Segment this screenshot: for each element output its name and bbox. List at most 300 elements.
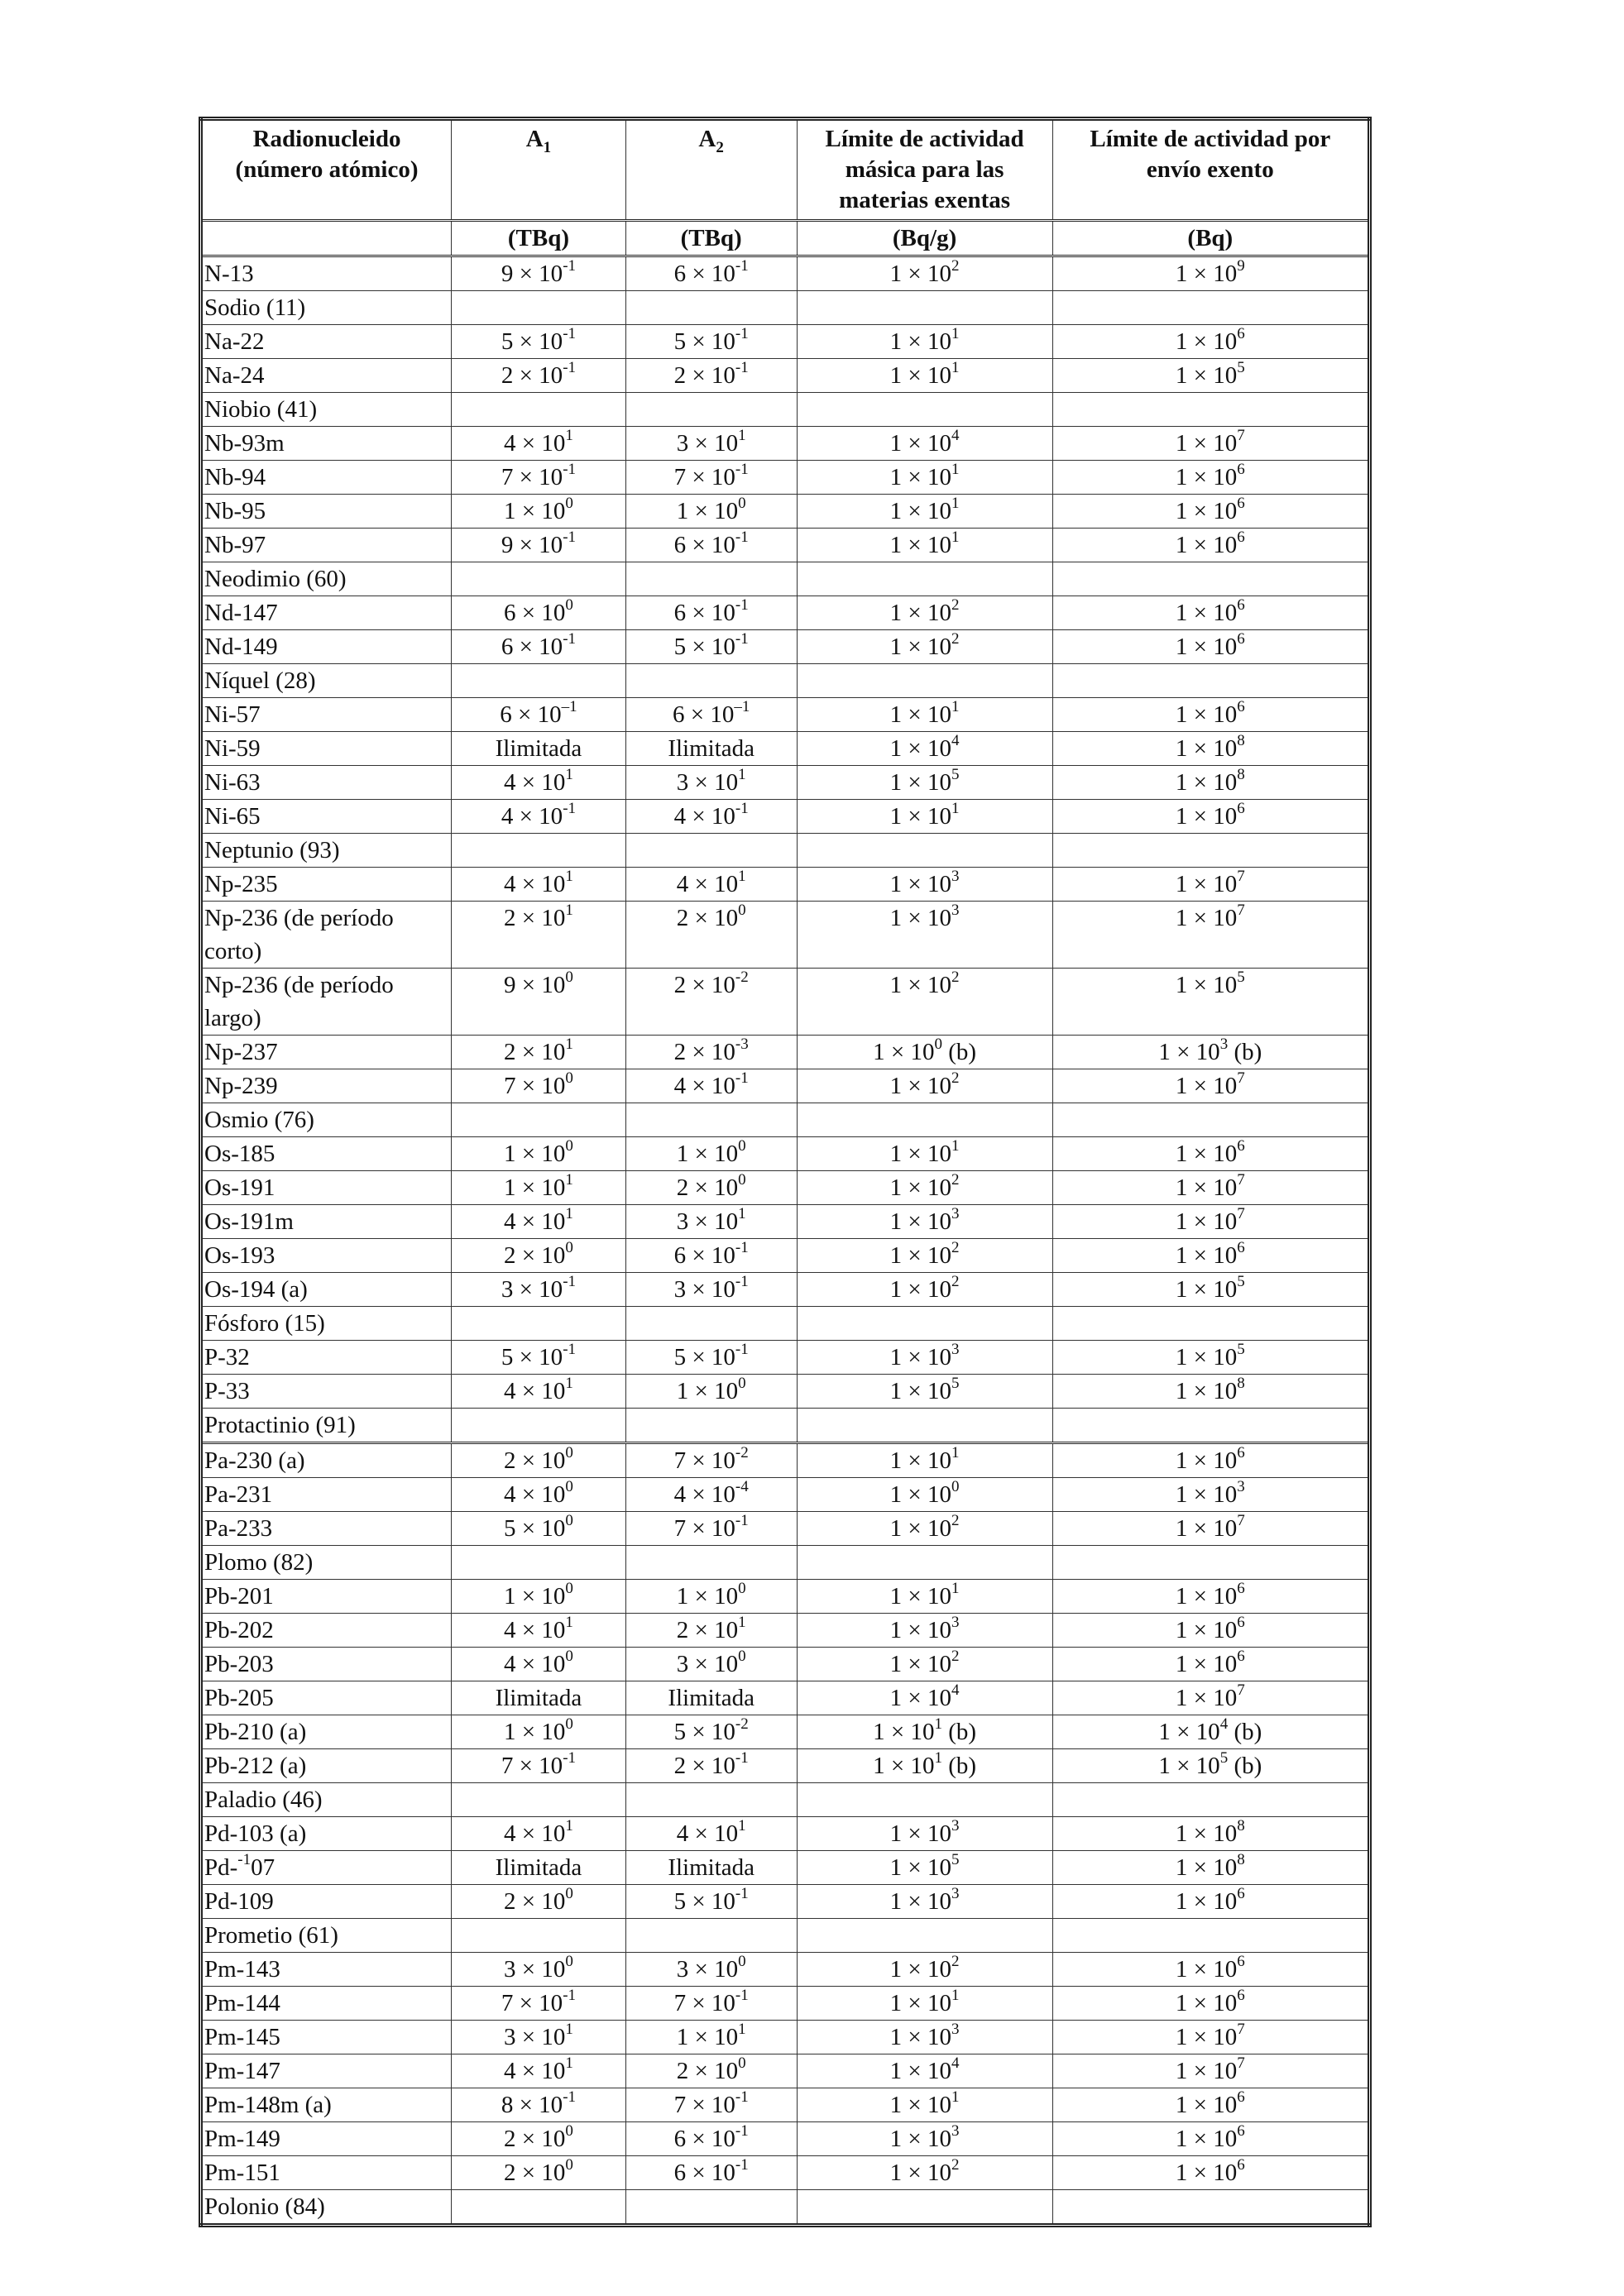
cell-lim2: $1 \times 10^3$ (b): [1052, 1036, 1369, 1069]
cell-a2: $2 \times 10^{-3}$: [625, 1036, 797, 1069]
table-row: [201, 1715, 1370, 1749]
table-row: [201, 969, 1370, 1036]
cell-lim2: $1 \times 10^6$: [1052, 1239, 1369, 1273]
cell-a1: [452, 393, 626, 427]
table-row: [201, 766, 1370, 800]
nuclide-name: Ni-63: [201, 766, 452, 800]
table-row: [201, 2054, 1370, 2088]
cell-a2: $1 \times 10^1$: [625, 2021, 797, 2054]
cell-lim1: [797, 562, 1052, 596]
cell-a1: $4 \times 10^0$: [452, 1478, 626, 1512]
cell-lim2: $1 \times 10^6$: [1052, 495, 1369, 529]
cell-a2: $2 \times 10^0$: [625, 2054, 797, 2088]
cell-a2: $3 \times 10^1$: [625, 427, 797, 461]
cell-a1: $3 \times 10^0$: [452, 1953, 626, 1987]
cell-lim2: $1 \times 10^6$: [1052, 1614, 1369, 1648]
cell-a1: $8 \times 10^{-1}$: [452, 2088, 626, 2122]
nuclide-name: P-32: [201, 1341, 452, 1375]
table-row: [201, 1036, 1370, 1069]
cell-a2: $7 \times 10^{-1}$: [625, 1512, 797, 1546]
nuclide-name: Os-193: [201, 1239, 452, 1273]
unit-cell-mass-limit: (Bq/g): [797, 221, 1052, 256]
cell-lim2: $1 \times 10^3$: [1052, 1478, 1369, 1512]
element-group-label: Sodio (11): [201, 291, 452, 325]
cell-a2: [625, 562, 797, 596]
cell-a2: $4 \times 10^{-1}$: [625, 800, 797, 834]
cell-a1: $5 \times 10^0$: [452, 1512, 626, 1546]
cell-a2: Ilimitada: [625, 1681, 797, 1715]
cell-lim2: $1 \times 10^6$: [1052, 630, 1369, 664]
cell-a1: $5 \times 10^{-1}$: [452, 1341, 626, 1375]
cell-lim1: [797, 2190, 1052, 2226]
cell-lim2: $1 \times 10^7$: [1052, 1171, 1369, 1205]
cell-a1: $2 \times 10^{-1}$: [452, 359, 626, 393]
cell-a1: $1 \times 10^0$: [452, 495, 626, 529]
unit-cell-name: [201, 221, 452, 256]
cell-a2: Ilimitada: [625, 1851, 797, 1885]
cell-lim1: $1 \times 10^2$: [797, 1648, 1052, 1681]
table-row: [201, 1137, 1370, 1171]
cell-lim2: $1 \times 10^9$: [1052, 256, 1369, 291]
cell-a1: $4 \times 10^0$: [452, 1648, 626, 1681]
table-row: [201, 698, 1370, 732]
cell-a2: $7 \times 10^{-2}$: [625, 1443, 797, 1478]
cell-lim1: $1 \times 10^1$ (b): [797, 1715, 1052, 1749]
table-row: [201, 325, 1370, 359]
cell-lim2: $1 \times 10^8$: [1052, 1851, 1369, 1885]
header-shipment-limit: [1052, 119, 1369, 221]
cell-lim1: $1 \times 10^0$: [797, 1478, 1052, 1512]
cell-a1: $2 \times 10^0$: [452, 2156, 626, 2190]
cell-lim2: [1052, 562, 1369, 596]
cell-lim1: $1 \times 10^3$: [797, 1817, 1052, 1851]
cell-lim1: [797, 393, 1052, 427]
cell-lim2: $1 \times 10^7$: [1052, 2021, 1369, 2054]
nuclide-name: Nb-97: [201, 529, 452, 562]
cell-lim2: $1 \times 10^5$: [1052, 1273, 1369, 1307]
cell-lim2: [1052, 1919, 1369, 1953]
cell-lim2: $1 \times 10^5$: [1052, 1341, 1369, 1375]
nuclide-name: Pb-201: [201, 1580, 452, 1614]
nuclide-name: Pm-147: [201, 2054, 452, 2088]
cell-a1: Ilimitada: [452, 732, 626, 766]
cell-a2: $6 \times 10^{-1}$: [625, 256, 797, 291]
cell-a1: $2 \times 10^0$: [452, 1885, 626, 1919]
cell-lim2: $1 \times 10^5$: [1052, 969, 1369, 1036]
header-a1-letter: A: [525, 126, 544, 152]
cell-a2: $7 \times 10^{-1}$: [625, 461, 797, 495]
radionuclide-table: [199, 117, 1372, 2227]
cell-lim2: $1 \times 10^5$ (b): [1052, 1749, 1369, 1783]
cell-lim2: $1 \times 10^6$: [1052, 596, 1369, 630]
cell-lim1: $1 \times 10^3$: [797, 2122, 1052, 2156]
unit-cell-a2: (TBq): [625, 221, 797, 256]
nuclide-name: Pm-145: [201, 2021, 452, 2054]
header-a2: [625, 119, 797, 221]
header-a2-letter: A: [698, 126, 716, 152]
header-row: [201, 119, 1370, 221]
table-row: [201, 1681, 1370, 1715]
table-row: [201, 1885, 1370, 1919]
cell-lim1: [797, 1546, 1052, 1580]
cell-lim2: $1 \times 10^8$: [1052, 732, 1369, 766]
group-row: [201, 393, 1370, 427]
group-row: [201, 1409, 1370, 1443]
header-mass-limit-line3: materias exentas: [839, 187, 1011, 213]
nuclide-name: Os-194 (a): [201, 1273, 452, 1307]
cell-lim1: [797, 1783, 1052, 1817]
cell-a2: $2 \times 10^0$: [625, 1171, 797, 1205]
cell-lim1: [797, 1307, 1052, 1341]
cell-a1: [452, 1103, 626, 1137]
nuclide-name: Pb-203: [201, 1648, 452, 1681]
cell-lim1: $1 \times 10^4$: [797, 732, 1052, 766]
cell-lim1: $1 \times 10^2$: [797, 1239, 1052, 1273]
cell-lim1: $1 \times 10^1$: [797, 495, 1052, 529]
cell-a1: $4 \times 10^1$: [452, 1375, 626, 1409]
table-row: [201, 630, 1370, 664]
element-group-label: Protactinio (91): [201, 1409, 452, 1443]
cell-a2: $7 \times 10^{-1}$: [625, 2088, 797, 2122]
cell-a2: [625, 1546, 797, 1580]
cell-lim1: [797, 664, 1052, 698]
header-shipment-limit-line1: Límite de actividad por: [1090, 126, 1331, 152]
nuclide-name: Pm-148m (a): [201, 2088, 452, 2122]
group-row: [201, 1546, 1370, 1580]
cell-lim2: [1052, 1783, 1369, 1817]
nuclide-name: Pb-202: [201, 1614, 452, 1648]
table-row: [201, 732, 1370, 766]
cell-a2: [625, 1307, 797, 1341]
nuclide-name: Np-235: [201, 868, 452, 902]
cell-lim1: $1 \times 10^2$: [797, 2156, 1052, 2190]
nuclide-name: Np-239: [201, 1069, 452, 1103]
cell-lim1: $1 \times 10^1$: [797, 325, 1052, 359]
cell-a1: [452, 1783, 626, 1817]
cell-a2: $4 \times 10^{-1}$: [625, 1069, 797, 1103]
group-row: [201, 1783, 1370, 1817]
nuclide-name: Na-24: [201, 359, 452, 393]
cell-lim2: $1 \times 10^6$: [1052, 1580, 1369, 1614]
table-row: [201, 1580, 1370, 1614]
header-radionucleido-line2: (número atómico): [235, 156, 419, 183]
cell-a2: [625, 1919, 797, 1953]
cell-a1: $3 \times 10^{-1}$: [452, 1273, 626, 1307]
element-group-label: Prometio (61): [201, 1919, 452, 1953]
cell-a2: $6 \times 10^{-1}$: [625, 698, 797, 732]
unit-cell-a1: (TBq): [452, 221, 626, 256]
cell-a1: $7 \times 10^0$: [452, 1069, 626, 1103]
table-row: [201, 427, 1370, 461]
cell-lim1: $1 \times 10^1$: [797, 1137, 1052, 1171]
cell-a2: $5 \times 10^{-1}$: [625, 630, 797, 664]
cell-a1: $7 \times 10^{-1}$: [452, 1749, 626, 1783]
cell-lim2: [1052, 664, 1369, 698]
nuclide-name: Pd-103 (a): [201, 1817, 452, 1851]
cell-lim1: $1 \times 10^2$: [797, 1069, 1052, 1103]
table-row: [201, 1987, 1370, 2021]
cell-a2: $6 \times 10^{-1}$: [625, 529, 797, 562]
table-row: [201, 1239, 1370, 1273]
nuclide-name: Np-237: [201, 1036, 452, 1069]
cell-lim2: $1 \times 10^7$: [1052, 1681, 1369, 1715]
header-mass-limit: [797, 119, 1052, 221]
cell-a2: $3 \times 10^0$: [625, 1953, 797, 1987]
cell-a1: $4 \times 10^1$: [452, 2054, 626, 2088]
nuclide-name: Os-191: [201, 1171, 452, 1205]
element-group-label: Plomo (82): [201, 1546, 452, 1580]
cell-lim1: $1 \times 10^1$: [797, 359, 1052, 393]
cell-lim1: $1 \times 10^3$: [797, 1614, 1052, 1648]
table-row: [201, 1953, 1370, 1987]
cell-lim2: $1 \times 10^7$: [1052, 2054, 1369, 2088]
element-group-label: Paladio (46): [201, 1783, 452, 1817]
cell-a2: [625, 664, 797, 698]
cell-lim1: $1 \times 10^3$: [797, 2021, 1052, 2054]
cell-a1: $4 \times 10^1$: [452, 766, 626, 800]
cell-lim1: $1 \times 10^3$: [797, 868, 1052, 902]
cell-a2: $4 \times 10^1$: [625, 1817, 797, 1851]
cell-a1: $4 \times 10^1$: [452, 868, 626, 902]
cell-lim2: $1 \times 10^8$: [1052, 766, 1369, 800]
table-row: [201, 2156, 1370, 2190]
cell-a2: $2 \times 10^{-2}$: [625, 969, 797, 1036]
table-row: [201, 2122, 1370, 2156]
cell-a2: $6 \times 10^{-1}$: [625, 2156, 797, 2190]
cell-lim2: [1052, 2190, 1369, 2226]
cell-a2: $3 \times 10^0$: [625, 1648, 797, 1681]
cell-a1: $5 \times 10^{-1}$: [452, 325, 626, 359]
cell-lim2: $1 \times 10^7$: [1052, 902, 1369, 969]
cell-lim1: $1 \times 10^2$: [797, 596, 1052, 630]
table-row: [201, 1512, 1370, 1546]
cell-a2: [625, 1783, 797, 1817]
element-group-label: Niobio (41): [201, 393, 452, 427]
table-row: [201, 800, 1370, 834]
header-a2-sub: 2: [716, 138, 724, 156]
cell-lim2: $1 \times 10^7$: [1052, 1205, 1369, 1239]
cell-lim1: $1 \times 10^1$: [797, 800, 1052, 834]
cell-a2: $4 \times 10^{-4}$: [625, 1478, 797, 1512]
table-row: [201, 1341, 1370, 1375]
cell-lim1: [797, 1409, 1052, 1443]
cell-a1: $4 \times 10^1$: [452, 427, 626, 461]
nuclide-name: Np-236 (de período largo): [201, 969, 452, 1036]
nuclide-name: N-13: [201, 256, 452, 291]
cell-lim1: [797, 1919, 1052, 1953]
table-row: [201, 596, 1370, 630]
cell-lim1: $1 \times 10^1$: [797, 461, 1052, 495]
cell-lim1: [797, 834, 1052, 868]
nuclide-name: Pm-151: [201, 2156, 452, 2190]
table-row: [201, 2088, 1370, 2122]
element-group-label: Níquel (28): [201, 664, 452, 698]
cell-lim2: $1 \times 10^6$: [1052, 1137, 1369, 1171]
cell-a1: $6 \times 10^{-1}$: [452, 630, 626, 664]
group-row: [201, 1919, 1370, 1953]
cell-a1: [452, 1546, 626, 1580]
nuclide-name: Pm-143: [201, 1953, 452, 1987]
cell-a2: [625, 393, 797, 427]
units-row: [201, 221, 1370, 256]
cell-lim1: $1 \times 10^1$: [797, 698, 1052, 732]
cell-lim1: $1 \times 10^2$: [797, 1273, 1052, 1307]
cell-a1: $2 \times 10^1$: [452, 1036, 626, 1069]
cell-lim1: $1 \times 10^1$: [797, 1443, 1052, 1478]
nuclide-name: Os-191m: [201, 1205, 452, 1239]
nuclide-name: Nd-147: [201, 596, 452, 630]
cell-a2: $2 \times 10^{-1}$: [625, 1749, 797, 1783]
cell-a1: Ilimitada: [452, 1681, 626, 1715]
cell-lim1: $1 \times 10^3$: [797, 1205, 1052, 1239]
nuclide-name: Pa-230 (a): [201, 1443, 452, 1478]
cell-lim2: $1 \times 10^7$: [1052, 1512, 1369, 1546]
cell-lim2: $1 \times 10^4$ (b): [1052, 1715, 1369, 1749]
nuclide-name: Ni-57: [201, 698, 452, 732]
cell-a1: $2 \times 10^0$: [452, 1443, 626, 1478]
nuclide-name: Os-185: [201, 1137, 452, 1171]
cell-a2: [625, 2190, 797, 2226]
cell-lim1: $1 \times 10^3$: [797, 1885, 1052, 1919]
nuclide-name: Pd-$^{-1}$07: [201, 1851, 452, 1885]
cell-a2: $5 \times 10^{-1}$: [625, 1341, 797, 1375]
cell-a1: $9 \times 10^{-1}$: [452, 529, 626, 562]
cell-a2: $3 \times 10^1$: [625, 766, 797, 800]
cell-lim1: $1 \times 10^1$ (b): [797, 1749, 1052, 1783]
cell-lim1: $1 \times 10^3$: [797, 1341, 1052, 1375]
nuclide-name: Na-22: [201, 325, 452, 359]
cell-lim2: $1 \times 10^6$: [1052, 698, 1369, 732]
table-row: [201, 1171, 1370, 1205]
cell-a1: $2 \times 10^0$: [452, 1239, 626, 1273]
header-radionucleido-line1: Radionucleido: [252, 126, 401, 152]
cell-lim2: $1 \times 10^6$: [1052, 1987, 1369, 2021]
nuclide-name: Ni-65: [201, 800, 452, 834]
unit-cell-shipment-limit: (Bq): [1052, 221, 1369, 256]
cell-a2: $2 \times 10^{-1}$: [625, 359, 797, 393]
table-row: [201, 1205, 1370, 1239]
cell-lim1: [797, 1103, 1052, 1137]
table-row: [201, 1648, 1370, 1681]
cell-lim1: $1 \times 10^2$: [797, 1953, 1052, 1987]
cell-lim1: $1 \times 10^5$: [797, 766, 1052, 800]
cell-a2: $5 \times 10^{-1}$: [625, 1885, 797, 1919]
cell-a1: $7 \times 10^{-1}$: [452, 461, 626, 495]
cell-a1: Ilimitada: [452, 1851, 626, 1885]
group-row: [201, 1307, 1370, 1341]
cell-lim2: $1 \times 10^6$: [1052, 529, 1369, 562]
cell-a1: [452, 834, 626, 868]
cell-a2: [625, 1409, 797, 1443]
cell-a1: $1 \times 10^0$: [452, 1137, 626, 1171]
header-a1: [452, 119, 626, 221]
cell-a1: [452, 291, 626, 325]
element-group-label: Polonio (84): [201, 2190, 452, 2226]
cell-a2: [625, 291, 797, 325]
cell-a1: $3 \times 10^1$: [452, 2021, 626, 2054]
cell-lim2: $1 \times 10^6$: [1052, 1885, 1369, 1919]
cell-lim2: $1 \times 10^7$: [1052, 868, 1369, 902]
cell-a2: $1 \times 10^0$: [625, 1375, 797, 1409]
table-row: [201, 256, 1370, 291]
cell-lim1: [797, 291, 1052, 325]
cell-lim2: $1 \times 10^6$: [1052, 325, 1369, 359]
group-row: [201, 834, 1370, 868]
nuclide-name: Ni-59: [201, 732, 452, 766]
nuclide-name: Nb-94: [201, 461, 452, 495]
cell-a2: $1 \times 10^0$: [625, 1137, 797, 1171]
cell-lim1: $1 \times 10^1$: [797, 1987, 1052, 2021]
cell-lim2: [1052, 1103, 1369, 1137]
cell-a2: $6 \times 10^{-1}$: [625, 2122, 797, 2156]
cell-a1: $6 \times 10^{-1}$: [452, 698, 626, 732]
header-a1-sub: 1: [543, 138, 552, 156]
table-body: [201, 256, 1370, 2226]
cell-a1: [452, 1919, 626, 1953]
cell-lim2: $1 \times 10^6$: [1052, 1953, 1369, 1987]
cell-a2: $1 \times 10^0$: [625, 495, 797, 529]
nuclide-name: Pm-149: [201, 2122, 452, 2156]
cell-a1: $4 \times 10^{-1}$: [452, 800, 626, 834]
cell-lim1: $1 \times 10^2$: [797, 630, 1052, 664]
table-row: [201, 1614, 1370, 1648]
cell-lim1: $1 \times 10^4$: [797, 427, 1052, 461]
cell-lim1: $1 \times 10^3$: [797, 902, 1052, 969]
table-row: [201, 1817, 1370, 1851]
table-row: [201, 461, 1370, 495]
cell-a1: $4 \times 10^1$: [452, 1817, 626, 1851]
cell-lim2: [1052, 1307, 1369, 1341]
group-row: [201, 291, 1370, 325]
table-row: [201, 1851, 1370, 1885]
cell-lim1: $1 \times 10^0$ (b): [797, 1036, 1052, 1069]
table-row: [201, 902, 1370, 969]
nuclide-name: Pb-205: [201, 1681, 452, 1715]
cell-lim2: [1052, 1409, 1369, 1443]
cell-lim1: $1 \times 10^2$: [797, 256, 1052, 291]
cell-lim1: $1 \times 10^2$: [797, 969, 1052, 1036]
cell-a2: $1 \times 10^0$: [625, 1580, 797, 1614]
nuclide-name: P-33: [201, 1375, 452, 1409]
group-row: [201, 562, 1370, 596]
cell-a1: $4 \times 10^1$: [452, 1205, 626, 1239]
table-row: [201, 1273, 1370, 1307]
cell-lim2: $1 \times 10^8$: [1052, 1375, 1369, 1409]
table-row: [201, 359, 1370, 393]
cell-a2: $5 \times 10^{-2}$: [625, 1715, 797, 1749]
cell-lim2: $1 \times 10^6$: [1052, 461, 1369, 495]
cell-lim2: $1 \times 10^6$: [1052, 2156, 1369, 2190]
nuclide-name: Nb-93m: [201, 427, 452, 461]
cell-a2: $6 \times 10^{-1}$: [625, 1239, 797, 1273]
nuclide-name: Pa-231: [201, 1478, 452, 1512]
cell-a1: [452, 1307, 626, 1341]
header-mass-limit-line2: másica para las: [845, 156, 1004, 183]
cell-a2: [625, 834, 797, 868]
cell-lim2: $1 \times 10^6$: [1052, 2088, 1369, 2122]
cell-lim2: $1 \times 10^6$: [1052, 2122, 1369, 2156]
header-mass-limit-line1: Límite de actividad: [825, 126, 1024, 152]
nuclide-name: Pm-144: [201, 1987, 452, 2021]
cell-a1: $7 \times 10^{-1}$: [452, 1987, 626, 2021]
table-row: [201, 1375, 1370, 1409]
nuclide-name: Pd-109: [201, 1885, 452, 1919]
cell-a1: $2 \times 10^0$: [452, 2122, 626, 2156]
cell-a1: $4 \times 10^1$: [452, 1614, 626, 1648]
cell-a2: $3 \times 10^1$: [625, 1205, 797, 1239]
cell-a1: $1 \times 10^0$: [452, 1580, 626, 1614]
element-group-label: Neptunio (93): [201, 834, 452, 868]
